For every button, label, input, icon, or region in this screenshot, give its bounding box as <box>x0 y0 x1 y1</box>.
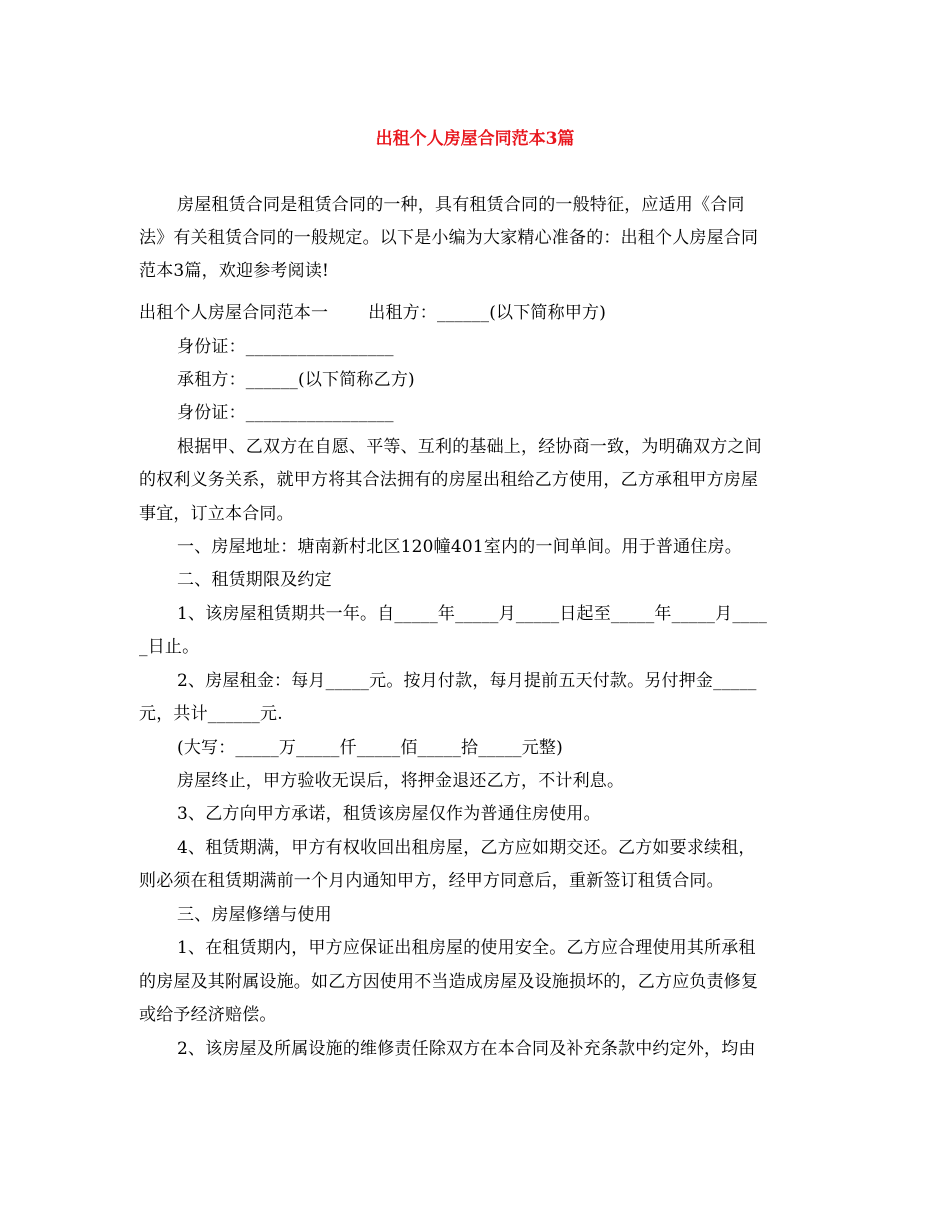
document-title: 出租个人房屋合同范本3篇 <box>375 129 575 149</box>
text-line: 三、房屋修缮与使用 <box>177 905 332 925</box>
text-line: 1、该房屋租赁期共一年。自_____年_____月_____日起至_____年_____月____ <box>177 604 768 624</box>
text-line: _日止。 <box>139 637 200 657</box>
text-line: 二、租赁期限及约定 <box>177 570 332 590</box>
text-line: 承租方：______(以下简称乙方) <box>177 370 415 390</box>
text-line: 范本3篇，欢迎参考阅读! <box>139 261 330 281</box>
text-line: 2、房屋租金：每月_____元。按月付款，每月提前五天付款。另付押金_____ <box>177 671 757 691</box>
text-line: 的房屋及其附属设施。如乙方因使用不当造成房屋及设施损坏的，乙方应负责修复 <box>139 972 759 992</box>
text-line: 元，共计______元. <box>139 704 283 724</box>
text-line: 法》有关租赁合同的一般规定。以下是小编为大家精心准备的：出租个人房屋合同 <box>139 228 759 248</box>
text-line: 房屋终止，甲方验收无误后，将押金退还乙方，不计利息。 <box>177 771 625 791</box>
text-line: 则必须在租赁期满前一个月内通知甲方，经甲方同意后，重新签订租赁合同。 <box>139 871 724 891</box>
text-line: 身份证：_________________ <box>177 403 394 423</box>
text-line: 事宜，订立本合同。 <box>139 504 294 524</box>
text-line: 2、该房屋及所属设施的维修责任除双方在本合同及补充条款中约定外，均由 <box>177 1039 756 1059</box>
text-line: 3、乙方向甲方承诺，租赁该房屋仅作为普通住房使用。 <box>177 804 601 824</box>
text-line: 身份证：_________________ <box>177 337 394 357</box>
text-line: 一、房屋地址：塘南新村北区120幢401室内的一间单间。用于普通住房。 <box>177 537 742 557</box>
text-line: 房屋租赁合同是租赁合同的一种，具有租赁合同的一般特征，应适用《合同 <box>177 195 745 215</box>
text-line: 根据甲、乙双方在自愿、平等、互利的基础上，经协商一致，为明确双方之间 <box>177 437 762 457</box>
text-line: 的权利义务关系，就甲方将其合法拥有的房屋出租给乙方使用，乙方承租甲方房屋 <box>139 470 759 490</box>
text-line: 出租个人房屋合同范本一 出租方：______(以下简称甲方) <box>139 303 607 323</box>
text-line: 4、租赁期满，甲方有权收回出租房屋，乙方应如期交还。乙方如要求续租， <box>177 838 756 858</box>
text-line: 1、在租赁期内，甲方应保证出租房屋的使用安全。乙方应合理使用其所承租 <box>177 938 756 958</box>
text-line: (大写：_____万_____仟_____佰_____拾_____元整) <box>177 738 563 758</box>
text-line: 或给予经济赔偿。 <box>139 1005 277 1025</box>
